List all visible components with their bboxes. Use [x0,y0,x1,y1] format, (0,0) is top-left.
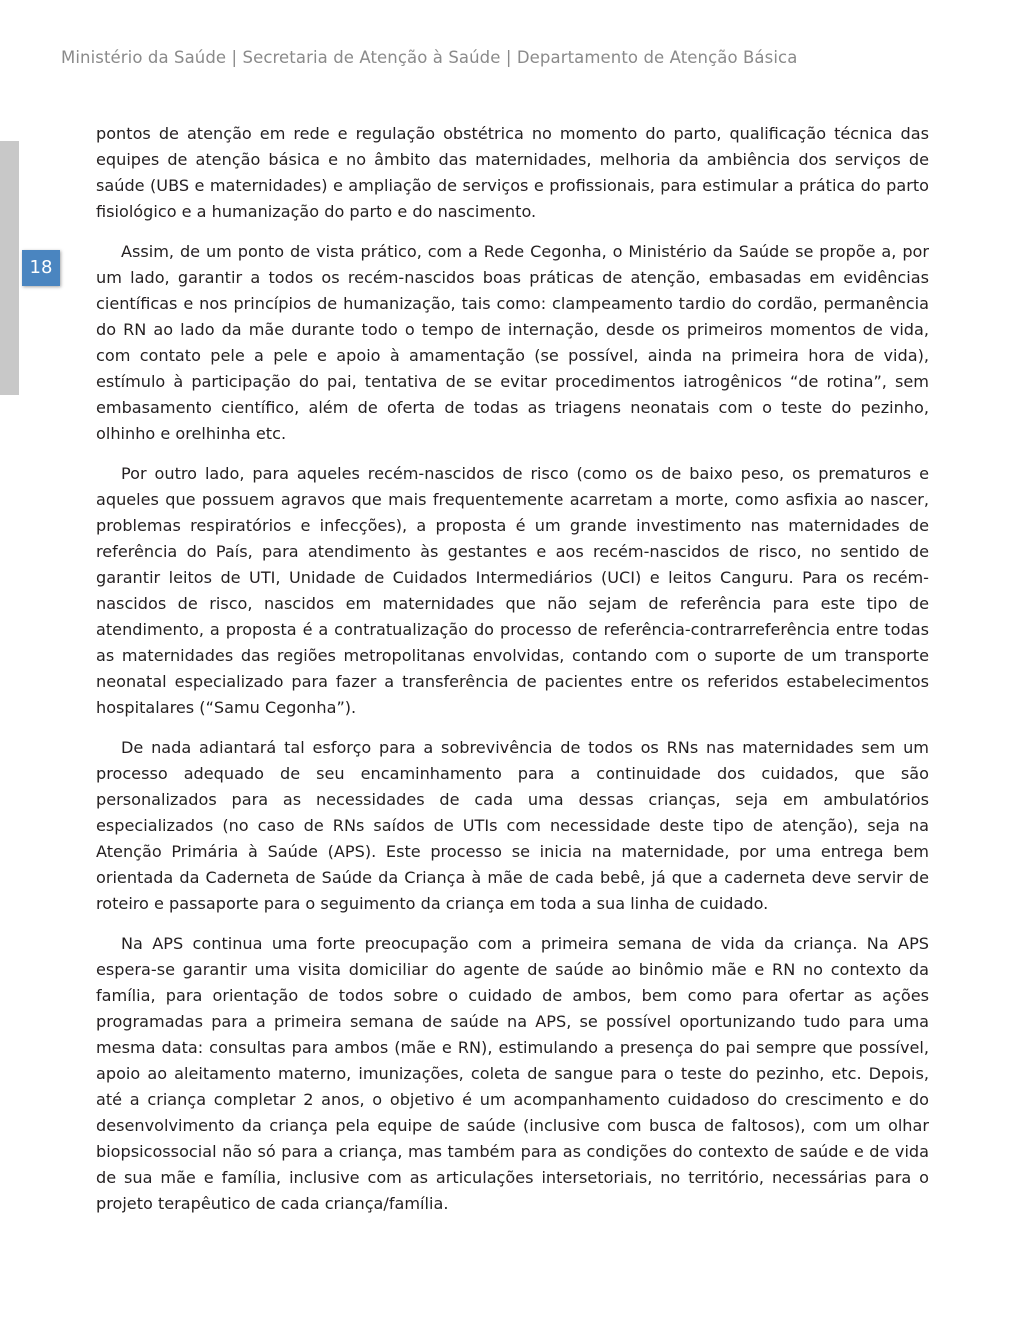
paragraph-2: Assim, de um ponto de vista prático, com a Rede Cegonha, o Ministério da Saúde se propõe a, por um lado, garantir a todos os recém-nascidos boas práticas de atenção, embasadas em evidências científicas e nos princípios de humanização, tais como: clampeamento tardio do cordão, permanência do RN ao lado da mãe durante todo o tempo de internação, desde os primeiros momentos de vida, com contato pele a pele e apoio à amamentação (se possível, ainda na primeira hora de vida), estímulo à participação do pai, tentativa de se evitar procedimentos iatrogênicos “de rotina”, sem embasamento científico, além de oferta de todas as triagens neonatais com o teste do pezinho, olhinho e orelhinha etc. [96,242,929,443]
paragraph-3: Por outro lado, para aqueles recém-nascidos de risco (como os de baixo peso, os prematuros e aqueles que possuem agravos que mais frequentemente acarretam a morte, como asfixia ao nascer, problemas respiratórios e infecções), a proposta é um grande investimento nas maternidades de referência do País, para atendimento às gestantes e aos recém-nascidos de risco, no sentido de garantir leitos de UTI, Unidade de Cuidados Intermediários (UCI) e leitos Canguru. Para os recém-nascidos de risco, nascidos em maternidades que não sejam de referência para este tipo de atendimento, a proposta é a contratualização do processo de referência-contrarreferência entre todas as maternidades das regiões metropolitanas envolvidas, contando com o suporte de um transporte neonatal especializado para fazer a transferência de pacientes entre os referidos estabelecimentos hospitalares (“Samu Cegonha”). [96,464,929,717]
paragraph-4: De nada adiantará tal esforço para a sobrevivência de todos os RNs nas maternidades sem um processo adequado de seu encaminhamento para a continuidade dos cuidados, que são personalizados para as necessidades de cada uma dessas crianças, seja em ambulatórios especializados (no caso de RNs saídos de UTIs com necessidade deste tipo de atenção), seja na Atenção Primária à Saúde (APS). Este processo se inicia na maternidade, por uma entrega bem orientada da Caderneta de Saúde da Criança à mãe de cada bebê, já que a caderneta deve servir de roteiro e passaporte para o seguimento da criança em toda a sua linha de cuidado. [96,738,929,913]
page-number-tab: 18 [22,250,60,286]
paragraph-5: Na APS continua uma forte preocupação com a primeira semana de vida da criança. Na APS espera-se garantir uma visita domiciliar do agente de saúde ao binômio mãe e RN no contexto da família, para orientação de todos sobre o cuidado de ambos, bem como para ofertar as ações programadas para a primeira semana de saúde na APS, se possível oportunizando tudo para uma mesma data: consultas para ambos (mãe e RN), estimulando a presença do pai sempre que possível, apoio ao aleitamento materno, imunizações, coleta de sangue para o teste do pezinho, etc. Depois, até a criança completar 2 anos, o objetivo é um acompanhamento cuidadoso do crescimento e do desenvolvimento da criança pela equipe de saúde (inclusive com busca de faltosos), com um olhar biopsicossocial não só para a criança, mas também para as condições do contexto de saúde e de vida de sua mãe e família, inclusive com as articulações intersetoriais, no território, necessárias para o projeto terapêutico de cada criança/família. [96,934,929,1213]
running-header: Ministério da Saúde | Secretaria de Atenção à Saúde | Departamento de Atenção Básica [61,48,798,67]
side-bar-decoration [0,141,19,395]
body-text [96,121,929,1231]
paragraph-1: pontos de atenção em rede e regulação obstétrica no momento do parto, qualificação técnica das equipes de atenção básica e no âmbito das maternidades, melhoria da ambiência dos serviços de saúde (UBS e maternidades) e ampliação de serviços e profissionais, para estimular a prática do parto fisiológico e a humanização do parto e do nascimento. [96,124,929,221]
